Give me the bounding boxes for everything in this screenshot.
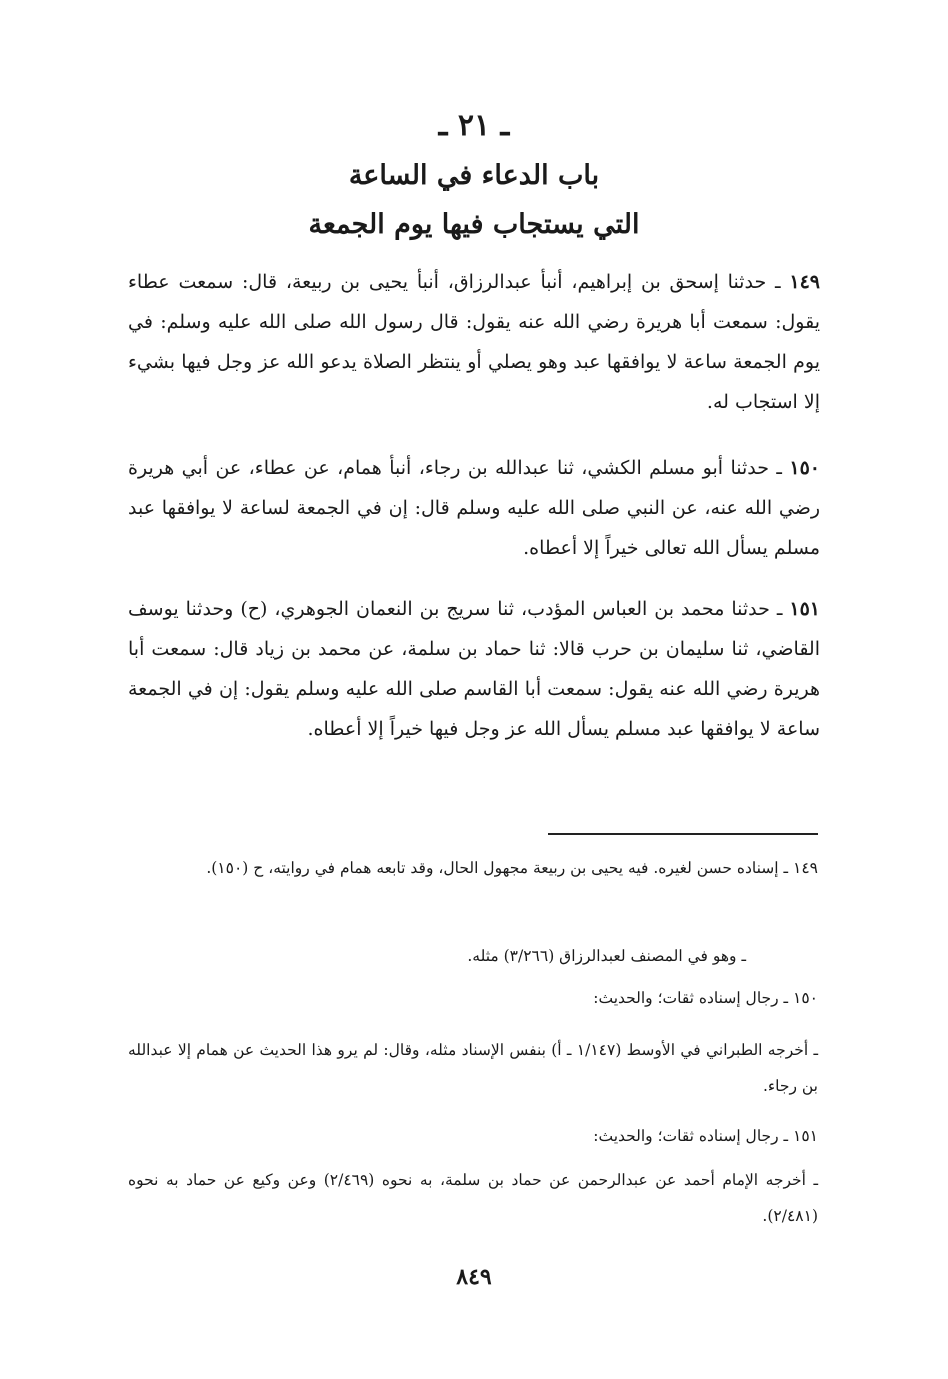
hadith-text: ـ حدثنا محمد بن العباس المؤدب، ثنا سريج بن النعمان الجوهري، (ح) وحدثنا يوسف القاضي، ثنا سليمان بن حرب قالا: ثنا حماد بن سلمة، عن محمد بن زياد قال: سمعت أبا هريرة رضي الله عنه يقول: سمعت أبا القاسم صلى الله عليه وسلم يقول: إن في الجمعة ساعة لا يوافقها عبد مسلم يسأل الله عز وجل فيها خيراً إلا أعطاه.: [128, 598, 820, 740]
footnote-divider: [548, 833, 818, 835]
footnote-149: ١٤٩ ـ إسناده حسن لغيره. فيه يحيى بن ربيعة مجهول الحال، وقد تابعه همام في روايته، ح (١٥٠).: [206, 859, 818, 877]
footnote-150-source: ـ أخرجه الطبراني في الأوسط (١/١٤٧ ـ أ) بنفس الإسناد مثله، وقال: لم يرو هذا الحديث عن همام إلا عبدالله بن رجاء.: [128, 1041, 818, 1095]
hadith-text: ـ حدثنا إسحق بن إبراهيم، أنبأ عبدالرزاق، أنبأ يحيى بن ربيعة، قال: سمعت عطاء يقول: سمعت أبا هريرة رضي الله عنه يقول: قال رسول الله صلى الله عليه وسلم: في يوم الجمعة ساعة لا يوافقها عبد وهو يصلي أو ينتظر الصلاة يدعو الله عز وجل فيها بشيء إلا استجاب له.: [128, 271, 820, 413]
hadith-151: [128, 589, 820, 749]
footnote-151-source: ـ أخرجه الإمام أحمد عن عبدالرحمن عن حماد بن سلمة، به نحوه (٢/٤٦٩) وعن وكيع عن حماد به نحوه (٢/٤٨١).: [128, 1171, 818, 1225]
footnote-151: ١٥١ ـ رجال إسناده ثقات؛ والحديث:: [593, 1127, 818, 1145]
chapter-title-line-1: باب الدعاء في الساعة: [348, 160, 600, 191]
footnote-149-source: ـ وهو في المصنف لعبدالرزاق (٣/٢٦٦) مثله.: [467, 947, 746, 965]
hadith-number: ١٤٩: [789, 271, 820, 293]
hadith-text: ـ حدثنا أبو مسلم الكشي، ثنا عبدالله بن رجاء، أنبأ همام، عن عطاء، عن أبي هريرة رضي الله عنه، عن النبي صلى الله عليه وسلم قال: إن في الجمعة لساعة لا يوافقها عبد مسلم يسأل الله تعالى خيراً إلا أعطاه.: [128, 457, 820, 559]
chapter-number: ـ ٢١ ـ: [438, 108, 510, 143]
page-number: ٨٤٩: [456, 1264, 492, 1290]
hadith-number: ١٥١: [789, 598, 820, 620]
chapter-title-line-2: التي يستجاب فيها يوم الجمعة: [308, 209, 640, 240]
hadith-number: ١٥٠: [789, 457, 820, 479]
hadith-150: [128, 448, 820, 568]
footnote-150: ١٥٠ ـ رجال إسناده ثقات؛ والحديث:: [593, 989, 818, 1007]
hadith-149: [128, 262, 820, 422]
